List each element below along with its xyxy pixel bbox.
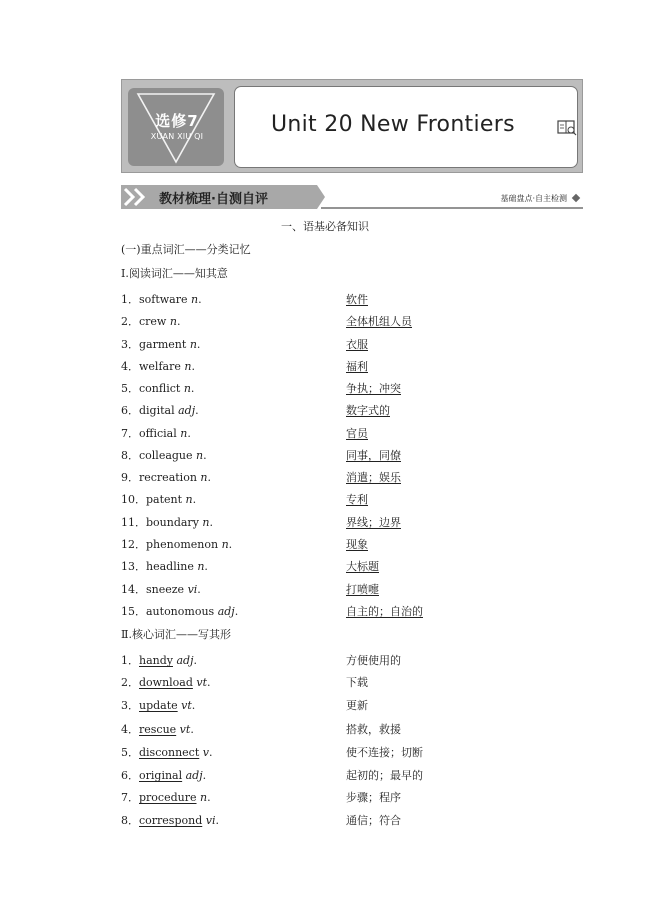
section-subtitle: 基础盘点·自主检测 (500, 194, 567, 203)
vocab-row: 2．download vt. 下载 (121, 676, 368, 689)
vocab-meaning: 同事，同僚 (346, 449, 401, 462)
vocab-row: 4．rescue vt. 搭救，救援 (121, 723, 401, 736)
vocab-meaning: 争执；冲突 (346, 382, 401, 395)
vocab-word: correspond (139, 814, 203, 827)
vocab-heading: (一)重点词汇——分类记忆 (121, 243, 251, 256)
vocab-word: update (139, 699, 178, 712)
vocab-word: rescue (139, 723, 177, 736)
vocab-row: 4．welfare n. 福利 (121, 360, 368, 373)
vocab-meaning: 福利 (346, 360, 368, 373)
vocab-meaning: 大标题 (346, 560, 379, 573)
vocab-word: download (139, 676, 193, 689)
vocab-row: 14．sneeze vi. 打喷嚏 (121, 583, 379, 596)
vocab-row: 8．correspond vi. 通信；符合 (121, 814, 401, 827)
vocab-row: 1．software n. 软件 (121, 293, 368, 306)
vocab-row: 6．digital adj. 数字式的 (121, 404, 390, 417)
vocab-row: 5．conflict n. 争执；冲突 (121, 382, 401, 395)
vocab-word: disconnect (139, 746, 200, 759)
vocab-meaning: 界线；边界 (346, 516, 401, 529)
vocab-meaning: 全体机组人员 (346, 315, 412, 328)
vocab-row: 9．recreation n. 消遣；娱乐 (121, 471, 401, 484)
unit-title-panel (234, 86, 578, 168)
section-title: 教材梳理·自测自评 (159, 192, 268, 207)
section-bar (121, 185, 583, 209)
vocab-row: 3．update vt. 更新 (121, 699, 368, 712)
reading-vocab-title: Ⅰ.阅读词汇——知其意 (121, 267, 228, 280)
vocab-row: 7．procedure n. 步骤；程序 (121, 791, 401, 804)
vocab-meaning: 软件 (346, 293, 368, 306)
badge-title: 选修7 (155, 112, 199, 130)
vocab-meaning: 数字式的 (346, 404, 390, 417)
vocab-word: handy (139, 654, 173, 667)
vocab-row: 7．official n. 官员 (121, 427, 368, 440)
book-search-icon (557, 119, 577, 137)
core-vocab-title: Ⅱ.核心词汇——写其形 (121, 628, 231, 641)
elective-badge (128, 88, 224, 166)
badge-subtitle: XUAN XIU QI (150, 132, 204, 141)
unit-title: Unit 20 New Frontiers (271, 112, 515, 137)
vocab-row: 8．colleague n. 同事，同僚 (121, 449, 401, 462)
vocab-meaning: 官员 (346, 427, 368, 440)
main-heading: 一、语基必备知识 (281, 220, 369, 233)
unit-banner (121, 79, 583, 173)
vocab-word: original (139, 769, 183, 782)
vocab-meaning: 打喷嚏 (346, 583, 379, 596)
vocab-meaning: 专利 (346, 493, 368, 506)
vocab-row: 3．garment n. 衣服 (121, 338, 368, 351)
vocab-row: 5．disconnect v. 使不连接；切断 (121, 746, 423, 759)
vocab-row: 11．boundary n. 界线；边界 (121, 516, 401, 529)
vocab-meaning: 现象 (346, 538, 368, 551)
vocab-row: 6．original adj. 起初的；最早的 (121, 769, 423, 782)
vocab-meaning: 消遣；娱乐 (346, 471, 401, 484)
vocab-meaning: 自主的；自治的 (346, 605, 423, 618)
vocab-word: procedure (139, 791, 197, 804)
vocab-row: 12．phenomenon n. 现象 (121, 538, 368, 551)
vocab-meaning: 衣服 (346, 338, 368, 351)
vocab-row: 13．headline n. 大标题 (121, 560, 379, 573)
vocab-row: 10．patent n. 专利 (121, 493, 368, 506)
vocab-row: 2．crew n. 全体机组人员 (121, 315, 412, 328)
vocab-row: 1．handy adj. 方便使用的 (121, 654, 401, 667)
vocab-row: 15．autonomous adj. 自主的；自治的 (121, 605, 423, 618)
